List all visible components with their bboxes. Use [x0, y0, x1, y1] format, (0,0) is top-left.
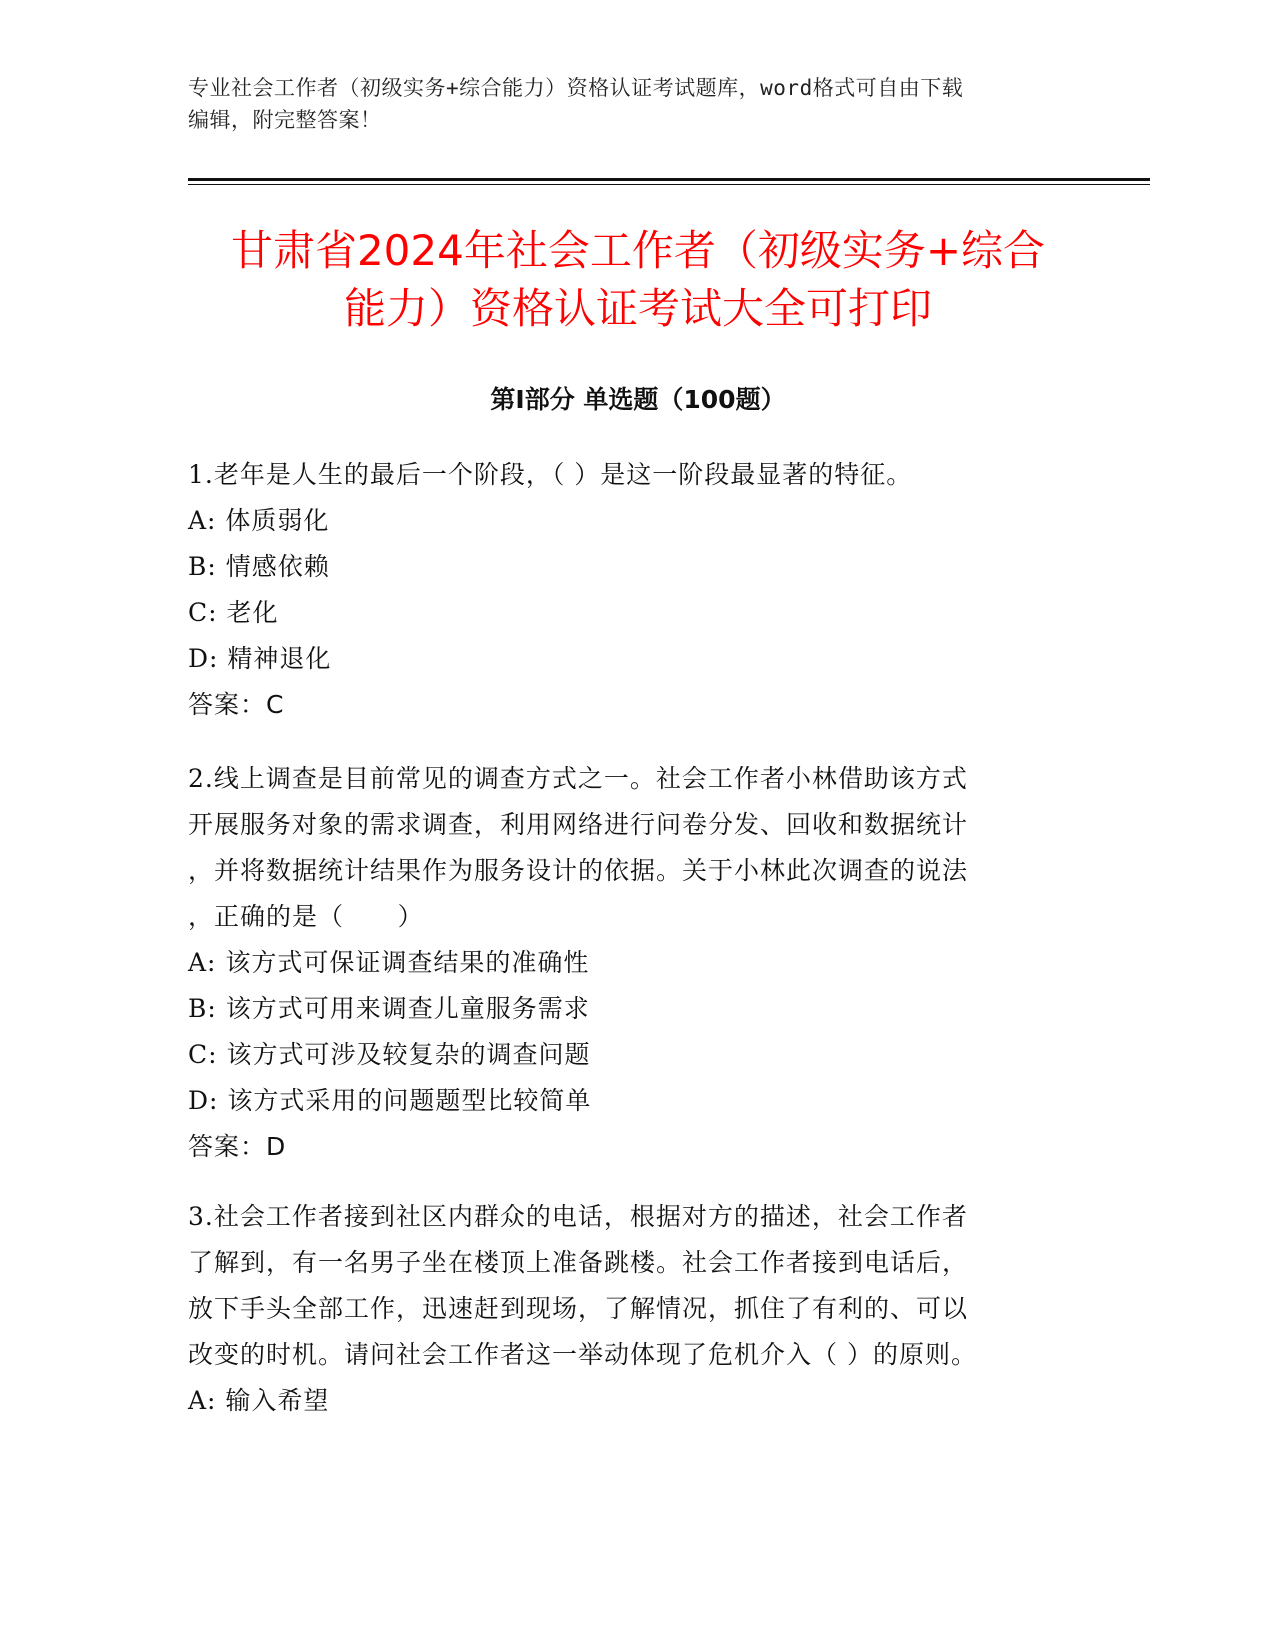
answer: 答案：C — [188, 690, 285, 719]
document-title — [188, 222, 1088, 338]
question-text-line-2: 了解到，有一名男子坐在楼顶上准备跳楼。社会工作者接到电话后， — [188, 1248, 969, 1277]
question-text-line-4: 改变的时机。请问社会工作者这一举动体现了危机介入（ ）的原则。 — [188, 1340, 977, 1369]
option-b: B: 情感依赖 — [188, 552, 330, 581]
header-divider-thin — [188, 184, 1150, 185]
option-a: A: 体质弱化 — [188, 506, 330, 535]
option-c: C: 该方式可涉及较复杂的调查问题 — [188, 1040, 591, 1069]
option-d: D: 精神退化 — [188, 644, 332, 673]
question-text-line-3: 放下手头全部工作，迅速赶到现场，了解情况，抓住了有利的、可以 — [188, 1294, 969, 1323]
answer: 答案：D — [188, 1132, 287, 1161]
option-a: A: 输入希望 — [188, 1386, 330, 1415]
question-3 — [188, 1194, 1058, 1424]
option-b: B: 该方式可用来调查儿童服务需求 — [188, 994, 590, 1023]
question-text-line-1: 3.社会工作者接到社区内群众的电话，根据对方的描述，社会工作者 — [188, 1202, 968, 1231]
question-1 — [188, 452, 1058, 728]
section-heading: 第Ⅰ部分 单选题（100题） — [490, 385, 786, 414]
header-divider-thick — [188, 178, 1150, 181]
question-text: 1.老年是人生的最后一个阶段，（ ）是这一阶段最显著的特征。 — [188, 460, 913, 489]
question-2 — [188, 756, 1058, 1170]
option-a: A: 该方式可保证调查结果的准确性 — [188, 948, 590, 977]
document-title-line-1: 甘肃省2024年社会工作者（初级实务+综合 — [230, 226, 1046, 275]
header-note-line-1: 专业社会工作者（初级实务+综合能力）资格认证考试题库，word格式可自由下载 — [188, 76, 964, 100]
option-d: D: 该方式采用的问题题型比较简单 — [188, 1086, 592, 1115]
question-text-line-3: ，并将数据统计结果作为服务设计的依据。关于小林此次调查的说法 — [188, 856, 969, 885]
option-c: C: 老化 — [188, 598, 279, 627]
question-text-line-2: 开展服务对象的需求调查，利用网络进行问卷分发、回收和数据统计 — [188, 810, 969, 839]
document-title-line-2: 能力）资格认证考试大全可打印 — [343, 284, 932, 333]
header-note-line-2: 编辑，附完整答案！ — [188, 108, 382, 132]
question-text-line-1: 2.线上调查是目前常见的调查方式之一。社会工作者小林借助该方式 — [188, 764, 968, 793]
question-text-line-4: ，正确的是（ ） — [188, 902, 424, 931]
header-note — [188, 72, 1088, 136]
